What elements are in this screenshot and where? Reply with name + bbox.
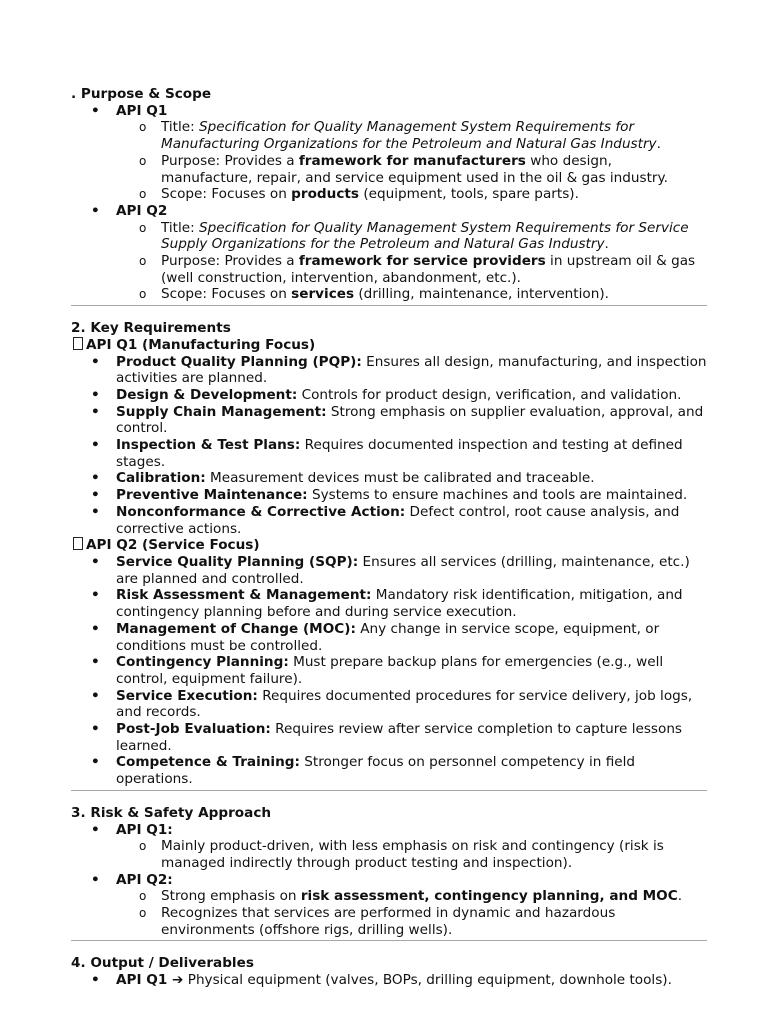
- list-item: [71, 354, 707, 387]
- item-text: Ensures all services (drilling, maintenance, etc.) are planned and controlled.: [116, 553, 690, 587]
- title-text: Specification for Quality Management System Requirements for Manufacturing Organizations for the Petroleum and Natural Gas Industry: [161, 119, 657, 153]
- item-label: Contingency Planning:: [116, 654, 289, 671]
- risk-q1-label: API Q1:: [116, 821, 173, 838]
- list-item: [116, 888, 707, 905]
- q2-requirements-list: [71, 554, 707, 788]
- scope-rest: (equipment, tools, spare parts).: [359, 186, 579, 203]
- list-item: [71, 387, 707, 404]
- section-divider: [71, 790, 707, 791]
- risk-q1-sublist: [71, 838, 707, 871]
- section-title-output: 4. Output / Deliverables: [71, 955, 254, 972]
- title-prefix: Title:: [161, 119, 200, 136]
- list-item: [71, 504, 707, 537]
- purpose-prefix: Purpose: Provides a: [161, 253, 299, 270]
- item-label: Design & Development:: [116, 386, 298, 403]
- item-text: Any change in service scope, equipment, or conditions must be controlled.: [116, 620, 660, 654]
- q1-requirements-list: [71, 354, 707, 538]
- purpose-bold: framework for manufacturers: [298, 152, 526, 169]
- risk-q2-sublist: [71, 888, 707, 938]
- section-divider: [71, 305, 707, 306]
- purpose-bold: framework for service providers: [298, 253, 546, 270]
- list-item: [71, 470, 707, 487]
- q1-label: API Q1: [116, 102, 168, 119]
- list-item: o Mainly product-driven, with less emphasis on risk and contingency (risk is managed indirectly through product testing and inspection).: [116, 838, 707, 871]
- scope-bold: services: [291, 286, 355, 303]
- q1-heading: [71, 337, 707, 354]
- list-item: [71, 487, 707, 504]
- q2-heading-text: API Q2 (Service Focus): [86, 537, 260, 554]
- item-label: Nonconformance & Corrective Action:: [116, 503, 406, 520]
- list-item: [71, 404, 707, 437]
- item-text: Must prepare backup plans for emergencies (e.g., well control, equipment failure).: [116, 654, 664, 687]
- q1-sublist: [71, 119, 707, 203]
- section-divider: [71, 940, 707, 941]
- purpose-list: [71, 103, 707, 303]
- item-label: Management of Change (MOC):: [116, 620, 356, 637]
- item-text: Defect control, root cause analysis, and corrective actions.: [116, 503, 680, 537]
- list-item: [71, 972, 707, 989]
- output-list: [71, 972, 707, 989]
- section-title-purpose: . Purpose & Scope: [71, 86, 212, 102]
- list-item: [71, 103, 707, 203]
- list-item: [71, 554, 707, 587]
- list-item: o Recognizes that services are performed in dynamic and hazardous environments (offshore rigs, drilling wells).: [116, 905, 707, 938]
- item-text: Controls for product design, verification, and validation.: [297, 386, 682, 403]
- document-page: [71, 86, 707, 989]
- list-item: [71, 721, 707, 754]
- risk-q2-bold: risk assessment, contingency planning, and MOC: [300, 888, 678, 905]
- list-item: [71, 203, 707, 303]
- item-text: Measurement devices must be calibrated and traceable.: [205, 470, 595, 487]
- item-label: Risk Assessment & Management:: [116, 587, 372, 604]
- purpose-prefix: Purpose: Provides a: [161, 152, 299, 169]
- title-suffix: .: [604, 236, 609, 253]
- item-text: Requires review after service completion to capture lessons learned.: [116, 721, 683, 754]
- q2-label: API Q2: [116, 202, 168, 219]
- list-item: [116, 153, 707, 186]
- section-title-requirements: 2. Key Requirements: [71, 320, 231, 337]
- item-text: Mandatory risk identification, mitigation, and contingency planning before and during service execution.: [116, 587, 683, 621]
- scope-rest: (drilling, maintenance, intervention).: [354, 286, 609, 303]
- list-item: [71, 754, 707, 787]
- risk-q2-suffix: .: [677, 888, 683, 905]
- item-label: Supply Chain Management:: [116, 403, 327, 420]
- list-item: [71, 872, 707, 939]
- title-text: Specification for Quality Management System Requirements for Service Supply Organizations for the Petroleum and Natural Gas Industry: [161, 219, 689, 253]
- risk-q2-prefix: Strong emphasis on: [161, 888, 301, 905]
- list-item: [116, 253, 707, 286]
- output-q1-label: API Q1 ➔: [116, 972, 184, 989]
- item-label: Post-Job Evaluation:: [116, 721, 271, 738]
- risk-list: [71, 822, 707, 939]
- item-label: Inspection & Test Plans:: [116, 437, 301, 454]
- checkbox-icon: [73, 337, 83, 350]
- risk-q2-label: API Q2:: [116, 871, 173, 888]
- title-prefix: Title:: [161, 219, 200, 236]
- item-text: Ensures all design, manufacturing, and inspection activities are planned.: [116, 353, 707, 387]
- q2-heading: [71, 537, 707, 554]
- list-item: [71, 688, 707, 721]
- scope-prefix: Scope: Focuses on: [161, 186, 292, 203]
- list-item: [71, 621, 707, 654]
- item-text: Stronger focus on personnel competency in field operations.: [116, 754, 636, 788]
- list-item: [71, 437, 707, 470]
- list-item: [71, 654, 707, 687]
- item-label: Competence & Training:: [116, 754, 300, 771]
- item-label: Product Quality Planning (PQP):: [116, 353, 362, 370]
- item-text: Requires documented inspection and testing at defined stages.: [116, 437, 683, 470]
- item-label: Service Execution:: [116, 687, 258, 704]
- list-item: [116, 186, 707, 203]
- purpose-rest: who design, manufacture, repair, and service equipment used in the oil & gas industry.: [161, 152, 668, 186]
- item-text: Strong emphasis on supplier evaluation, approval, and control.: [116, 403, 704, 437]
- list-item: [116, 119, 707, 152]
- item-text: Requires documented procedures for service delivery, job logs, and records.: [116, 687, 693, 721]
- title-suffix: .: [656, 136, 661, 153]
- checkbox-icon: [73, 537, 83, 550]
- item-label: Service Quality Planning (SQP):: [116, 553, 359, 570]
- q2-sublist: [71, 220, 707, 304]
- scope-bold: products: [291, 186, 359, 203]
- section-title-risk: 3. Risk & Safety Approach: [71, 804, 272, 821]
- purpose-rest: in upstream oil & gas (well construction, intervention, abandonment, etc.).: [161, 253, 696, 286]
- q1-heading-text: API Q1 (Manufacturing Focus): [86, 336, 316, 353]
- list-item: [116, 286, 707, 303]
- list-item: [71, 587, 707, 620]
- scope-prefix: Scope: Focuses on: [161, 286, 292, 303]
- item-label: Calibration:: [116, 470, 206, 487]
- list-item: [71, 822, 707, 872]
- list-item: [116, 220, 707, 253]
- output-q1-text: Physical equipment (valves, BOPs, drilling equipment, downhole tools).: [183, 972, 672, 989]
- item-label: Preventive Maintenance:: [116, 487, 308, 504]
- item-text: Systems to ensure machines and tools are maintained.: [307, 487, 688, 504]
